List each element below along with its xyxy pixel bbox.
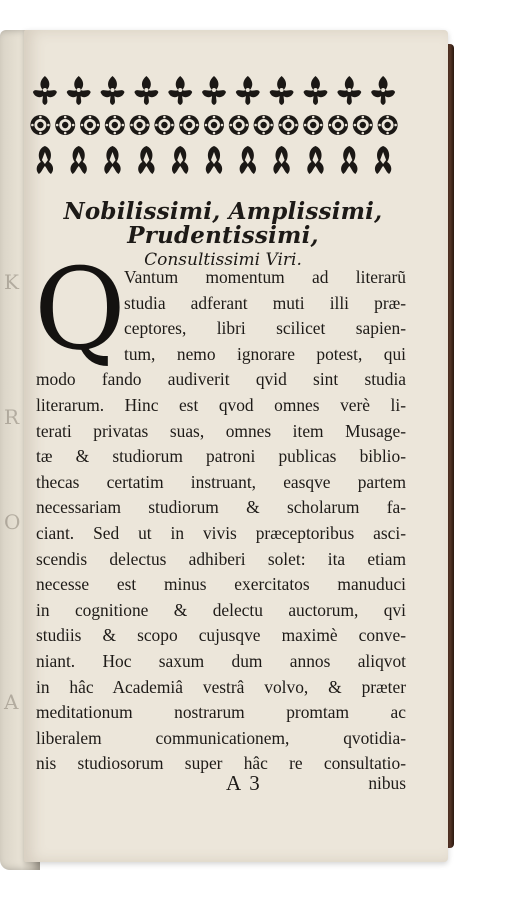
text-line: necessariam studiorum & scholarum fa- [36, 497, 406, 518]
bleed-through-mark: O [4, 510, 22, 534]
text-line: thecas certatim instruant, easqve partem [36, 471, 406, 492]
text-line: nis studiosorum super hâc re consultatio- [36, 753, 406, 774]
text-line: ceptores, libri scilicet sapien- [124, 318, 406, 339]
bleed-through-mark: K [4, 270, 20, 294]
text-line: liberalem communicationem, qvotidia- [36, 727, 406, 748]
text-line: scendis delectus adhiberi solet: ita etiam [36, 548, 406, 569]
text-line: niant. Hoc saxum dum annos aliqvot [36, 650, 406, 671]
text-line: necesse est minus exercitatos manuduci [36, 574, 406, 595]
body-text [36, 265, 406, 777]
drop-cap-initial: Q [34, 245, 126, 375]
text-line: ciant. Sed ut in vivis præceptoribus asci- [36, 522, 406, 543]
signature-mark: A 3 [226, 771, 262, 795]
text-line: studiis & scopo cujusqve maximè conve- [36, 625, 406, 646]
text-line: tæ & studiorum patroni publicas biblio- [36, 446, 406, 467]
text-line: in cognitione & delectu auctorum, qvi [36, 599, 406, 620]
text-line: literarum. Hinc est qvod omnes verè li- [36, 394, 406, 415]
text-line: tum, nemo ignorare potest, qui [124, 343, 406, 364]
ornamental-headpiece [24, 72, 404, 178]
greeting-line-2: Consultissimi Viri. [144, 250, 302, 271]
catchword: nibus [368, 773, 406, 793]
greeting-line-1: Nobilissimi, Amplissimi, Prudentissimi, [63, 198, 383, 250]
text-line: studia adferant muti illi præ- [124, 292, 406, 313]
text-line: Vantum momentum ad literarũ [124, 267, 406, 287]
page-footer [36, 771, 406, 799]
text-line: modo fando audiverit qvid sint studia [36, 369, 406, 390]
text-line: in hâc Academiâ vestrâ volvo, & præter [36, 676, 406, 697]
bleed-through-mark: A [4, 690, 20, 714]
text-line: terati privatas suas, omnes item Musage- [36, 420, 406, 441]
text-line: meditationum nostrarum promtam ac [36, 702, 406, 723]
bleed-through-mark: R [4, 405, 21, 429]
